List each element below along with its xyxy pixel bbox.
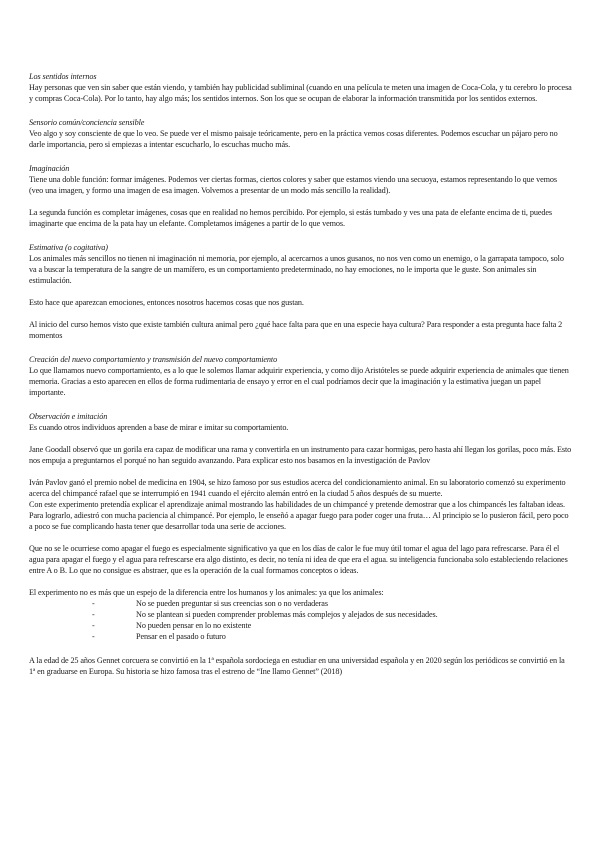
heading-sensorio-comun: Sensorio común/conciencia sensible <box>29 118 145 127</box>
paragraph: Lo que llamamos nuevo comportamiento, es a lo que le solemos llamar adquirir experiencia, y como dijo Aristóteles se puede adquirir experiencia de animales que tienen memoria. Gracias a esto aparecen en ellos de forma rudimentaria de ensayo y error en el cual podríamos decir que la imaginación y la estimativa juegan un papel importante. <box>29 366 569 397</box>
paragraph: Iván Pavlov ganó el premio nobel de medicina en 1904, se hizo famoso por sus estudios acerca del condicionamiento animal. En su laboratorio comenzó su experimento acerca del chimpancé rafael que se interrumpió en 1941 cuando el ejército alemán entró en la ciudad 5 años después de su muerte. <box>29 478 566 498</box>
dash-bullet: - <box>92 621 95 630</box>
list-item: - No pueden pensar en lo no existente <box>92 621 252 630</box>
differences-list <box>29 598 572 642</box>
list-item: - No se pueden preguntar si sus creencias son o no verdaderas <box>92 599 328 608</box>
closing-paragraph: A la edad de 25 años Gennet corcuera se convirtió en la 1ª española sordociega en estudiar en una universidad española y en 2020 según los periódicos se convirtió en la 1ª en graduarse en Europa. Su historia se hizo famosa tras el estreno de “Ine llamo Gennet” (2018) <box>29 656 565 676</box>
heading-imaginacion: Imaginación <box>29 164 70 173</box>
paragraph: Veo algo y soy consciente de que lo veo. Se puede ver el mismo paisaje teóricamente, pero en la práctica vemos cosas diferentes. Podemos escuchar un pájaro pero no darle importancia, pero si empiezas a intentar escucharlo, lo escuchas mucho más. <box>29 129 558 149</box>
paragraph: Que no se le ocurriese como apagar el fuego es especialmente significativo ya que en los días de calor le fue muy útil tomar el agua del lago para refrescarse. Para él el agua para apagar el fuego y el agua para refrescarse era algo distinto, es decir, no tenía ni idea de que era el agua. su inteligencia funcionaba solo estableciendo relaciones entre A o B. Lo que no consigue es abstraer, que es la operación de la cual formamos conceptos o ideas. <box>29 544 568 575</box>
list-item: - No se plantean si pueden comprender problemas más complejos y alejados de sus necesidades. <box>92 610 438 619</box>
paragraph: Esto hace que aparezcan emociones, entonces nosotros hacemos cosas que nos gustan. <box>29 298 304 307</box>
paragraph: Los animales más sencillos no tienen ni imaginación ni memoria, por ejemplo, al acercarnos a unos gusanos, no nos ven como un enemigo, o la garrapata tampoco, solo va a buscar la temperatura de la sangre de un mamífero, es un comportamiento predeterminado, no hay emociones, no le importa que le guste. Son animales sin estimulación. <box>29 254 564 285</box>
heading-observacion-imitacion: Observación e imitación <box>29 412 108 421</box>
heading-creacion-transmision: Creación del nuevo comportamiento y transmisión del nuevo comportamiento <box>29 355 278 364</box>
dash-bullet: - <box>92 599 95 608</box>
paragraph: Jane Goodall observó que un gorila era capaz de modificar una rama y convertirla en un instrumento para cazar hormigas, pero hasta ahí llegan los gorilas, poco más. Esto nos empuja a preguntarnos el porqué no han seguido avanzando. Para explicar esto nos basamos en la investigación de Pavlov <box>29 445 572 465</box>
list-item: - Pensar en el pasado o futuro <box>92 632 226 641</box>
paragraph: Tiene una doble función: formar imágenes. Podemos ver ciertas formas, ciertos colores y saber que estamos viendo una secuoya, estamos representando lo que vemos (veo una imagen, y formo una imagen de esa imagen. Volvemos a presentar de un modo más sencillo la realidad). <box>29 175 558 195</box>
paragraph: El experimento no es más que un espejo de la diferencia entre los humanos y los animales: ya que los animales: <box>29 588 384 597</box>
heading-sentidos-internos: Los sentidos internos <box>29 72 97 81</box>
paragraph: La segunda función es completar imágenes, cosas que en realidad no hemos percibido. Por ejemplo, si estás tumbado y ves una pata de elefante encima de ti, puedes imaginarte que encima de la pata hay un elefante. Completamos imágenes a partir de lo que vemos. <box>29 208 552 228</box>
paragraph: Con este experimento pretendía explicar el aprendizaje animal mostrando las habilidades de un chimpancé y pretende demostrar que a los chimpancés les faltaban ideas. Para lograrlo, adiestró con mucha paciencia al chimpancé. Por ejemplo, le enseñó a apagar fuego para poder coger una fruta… Al principio se lo pusieron fácil, pero poco a poco se fue complicando hasta tener que desarrollar toda una serie de acciones. <box>29 500 569 531</box>
paragraph: Al inicio del curso hemos visto que existe también cultura animal pero ¿qué hace falta para que en una especie haya cultura? Para responder a esta pregunta hace falta 2 momentos <box>29 320 563 340</box>
dash-bullet: - <box>92 632 95 641</box>
paragraph: Hay personas que ven sin saber que están viendo, y también hay publicidad subliminal (cuando en una película te meten una imagen de Coca-Cola, y tu cerebro lo procesa y compras Coca-Cola). Por lo tanto, hay algo más; los sentidos internos. Son los que se ocupan de elaborar la información transmitida por los sentidos externos. <box>29 83 572 103</box>
paragraph: Es cuando otros individuos aprenden a base de mirar e imitar su comportamiento. <box>29 423 289 432</box>
dash-bullet: - <box>92 610 95 619</box>
heading-estimativa: Estimativa (o cogitativa) <box>29 243 108 252</box>
